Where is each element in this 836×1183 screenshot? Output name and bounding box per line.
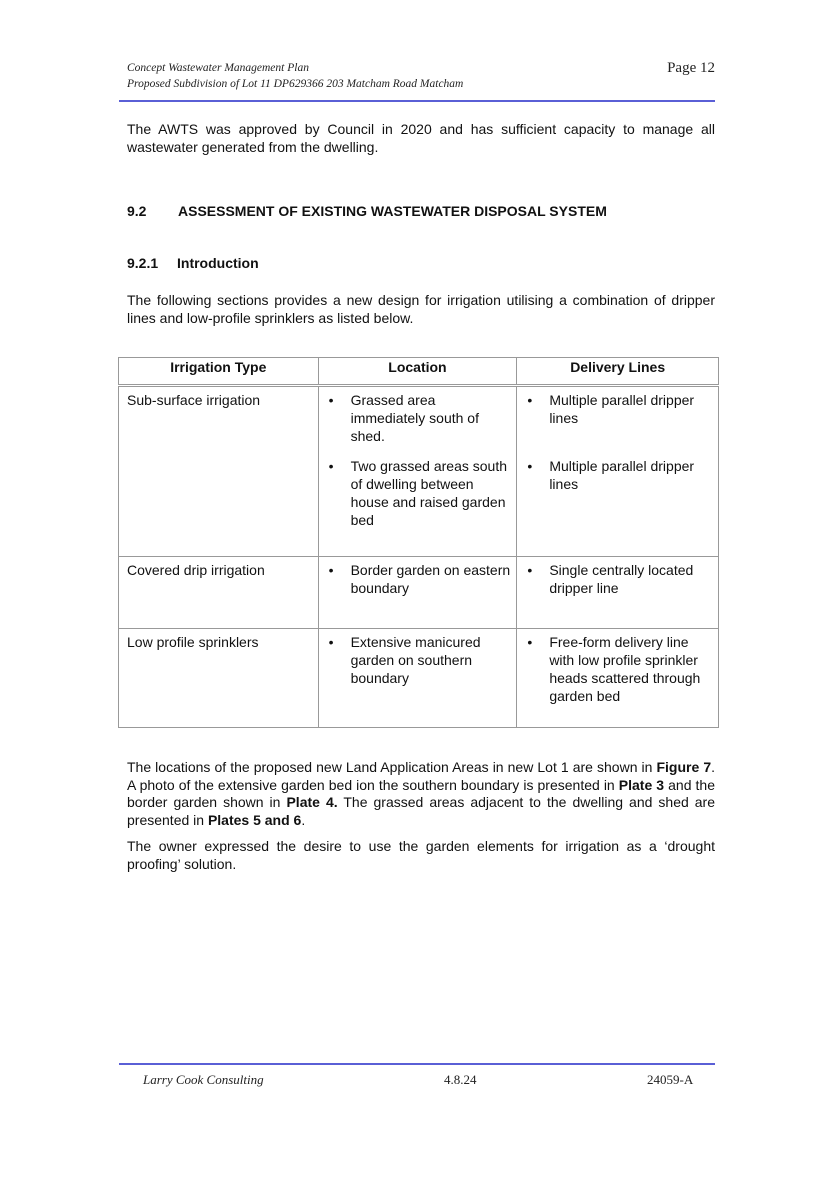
subsection-number: 9.2.1 [127, 255, 159, 271]
table-header-row [119, 358, 719, 386]
list-item [325, 391, 511, 445]
table-row [119, 386, 719, 557]
irrigation-type-cell: Sub-surface irrigation [119, 386, 319, 557]
column-header: Irrigation Type [119, 358, 319, 386]
list-item [325, 561, 511, 597]
paragraph-text: . A photo of the extensive garden bed ion the southern boundary is presented in [127, 759, 715, 793]
location-text: Border garden on eastern boundary [350, 562, 511, 596]
location-text: Two grassed areas south of dwelling between house and raised garden bed [350, 458, 508, 528]
footer-date: 4.8.24 [444, 1072, 477, 1087]
irrigation-type-cell: Covered drip irrigation [119, 557, 319, 629]
list-item [325, 457, 511, 529]
bullet-icon: • [527, 458, 533, 474]
delivery-cell [517, 629, 719, 728]
subsection-heading [127, 255, 259, 271]
delivery-text: Single centrally located dripper line [549, 562, 694, 596]
intro-paragraph: The AWTS was approved by Council in 2020 and has sufficient capacity to manage all wastewater generated from the dwelling. [127, 121, 715, 155]
section-heading [127, 203, 607, 219]
table-row [119, 557, 719, 629]
list-item [523, 633, 712, 705]
column-header: Location [318, 358, 517, 386]
list-item [523, 391, 712, 427]
bullet-icon: • [328, 562, 334, 578]
plate-reference: Plates 5 and 6 [207, 811, 302, 828]
delivery-text: Free-form delivery line with low profile sprinkler heads scattered through garden bed [549, 634, 701, 704]
header-doc-subtitle: Proposed Subdivision of Lot 11 DP629366 203 Matcham Road Matcham [127, 78, 464, 90]
header-rule [119, 100, 715, 102]
bullet-icon: • [527, 634, 533, 650]
footer-rule [119, 1063, 715, 1065]
owner-paragraph: The owner expressed the desire to use the garden elements for irrigation as a ‘drought proofing’ solution. [127, 838, 715, 872]
header-doc-title: Concept Wastewater Management Plan [127, 62, 309, 74]
list-item [325, 633, 511, 687]
delivery-cell [517, 386, 719, 557]
irrigation-type-cell: Low profile sprinklers [119, 629, 319, 728]
paragraph-text: The grassed areas adjacent to the dwelling and shed are presented in [127, 794, 716, 828]
bullet-icon: • [328, 634, 334, 650]
section-number: 9.2 [127, 203, 147, 219]
bullet-icon: • [527, 392, 533, 408]
figure-reference: Figure 7 [656, 759, 712, 775]
section-paragraph: The following sections provides a new design for irrigation utilising a combination of dripper lines and low-profile sprinklers as listed below. [127, 292, 715, 326]
location-cell [318, 386, 517, 557]
bullet-icon: • [328, 458, 334, 474]
paragraph-text: The locations of the proposed new Land Application Areas in new Lot 1 are shown in [127, 759, 657, 775]
bullet-icon: • [527, 562, 533, 578]
bullet-icon: • [328, 392, 334, 408]
section-title: ASSESSMENT OF EXISTING WASTEWATER DISPOSAL SYSTEM [178, 203, 607, 219]
irrigation-table [118, 357, 719, 728]
plate-reference: Plate 4. [286, 794, 338, 810]
location-text: Extensive manicured garden on southern boundary [350, 634, 481, 686]
locations-paragraph [127, 759, 715, 829]
delivery-cell [517, 557, 719, 629]
footer-company: Larry Cook Consulting [143, 1072, 264, 1087]
column-header: Delivery Lines [517, 358, 719, 386]
list-item [523, 561, 712, 597]
location-cell [318, 557, 517, 629]
list-item [523, 457, 712, 493]
table-row [119, 629, 719, 728]
footer-reference: 24059-A [647, 1072, 694, 1087]
page-number: Page 12 [667, 60, 715, 76]
subsection-title: Introduction [177, 255, 259, 271]
delivery-text: Multiple parallel dripper lines [549, 458, 695, 492]
paragraph-text: and the border garden shown in [127, 776, 715, 810]
page-header [127, 60, 715, 92]
plate-reference: Plate 3 [618, 776, 665, 793]
location-cell [318, 629, 517, 728]
delivery-text: Multiple parallel dripper lines [549, 392, 695, 426]
location-text: Grassed area immediately south of shed. [350, 392, 479, 444]
paragraph-text: . [301, 811, 306, 828]
